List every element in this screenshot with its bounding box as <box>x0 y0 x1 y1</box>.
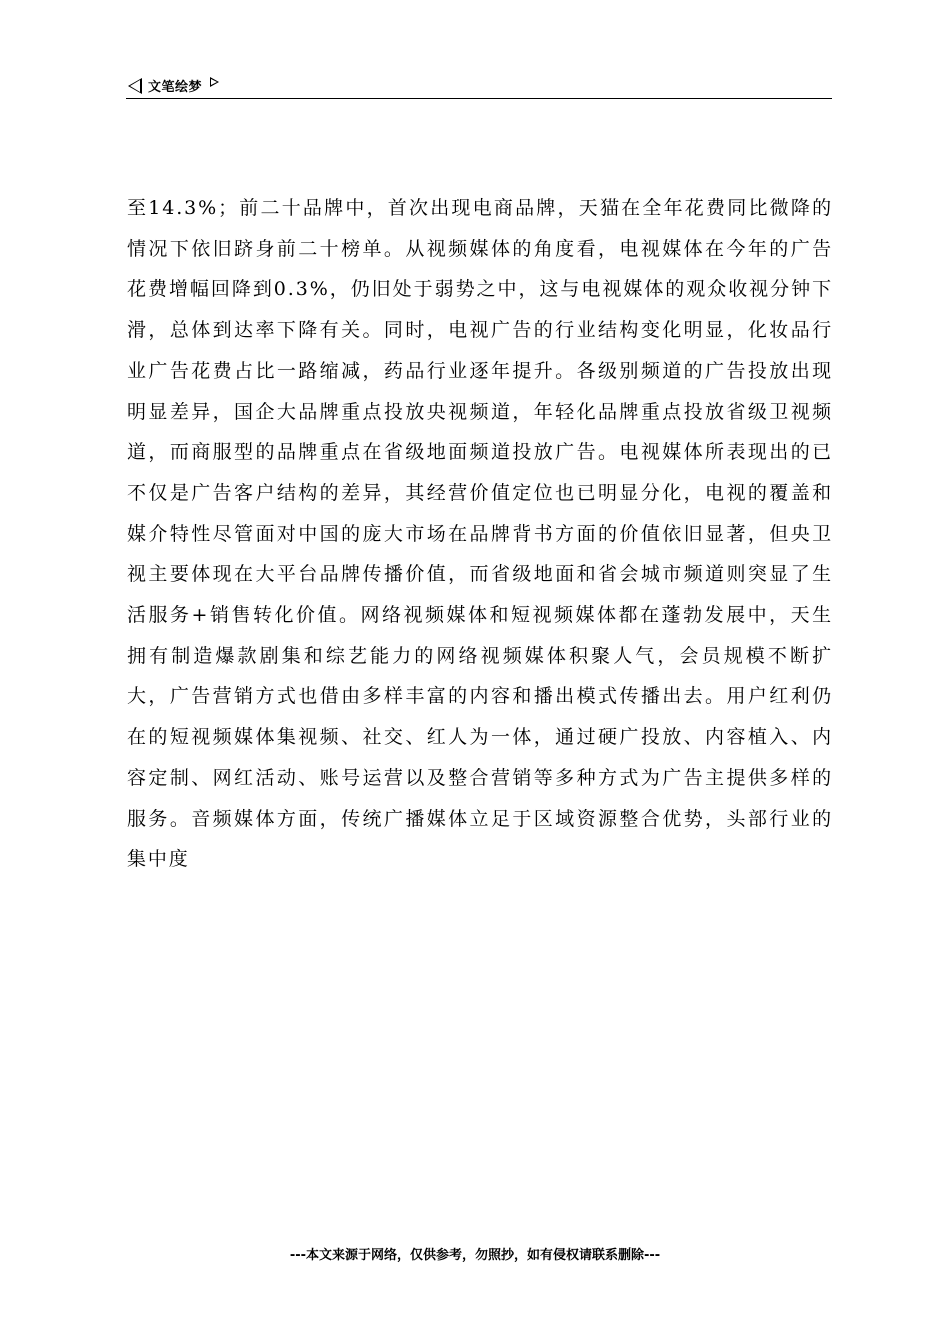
page-header <box>126 72 832 99</box>
left-triangle-icon <box>128 78 142 94</box>
brand-name: 文笔绘梦 <box>148 80 203 95</box>
footer-notice: ---本文来源于网络，仅供参考，勿照抄，如有侵权请联系删除--- <box>289 1248 661 1263</box>
body-paragraph: 至14.3%；前二十品牌中，首次出现电商品牌，天猫在全年花费同比微降的情况下依旧跻身前二十榜单。从视频媒体的角度看，电视媒体在今年的广告花费增幅回降到0.3%，仍旧处于弱势之中，这与电视媒体的观众收视分钟下滑，总体到达率下降有关。同时，电视广告的行业结构变化明显，化妆品行业广告花费占比一路缩减，药品行业逐年提升。各级别频道的广告投放出现明显差异，国企大品牌重点投放央视频道，年轻化品牌重点投放省级卫视频道，而商服型的品牌重点在省级地面频道投放广告。电视媒体所表现出的已不仅是广告客户结构的差异，其经营价值定位也已明显分化，电视的覆盖和媒介特性尽管面对中国的庞大市场在品牌背书方面的价值依旧显著，但央卫视主要体现在大平台品牌传播价值，而省级地面和省会城市频道则突显了生活服务+销售转化价值。网络视频媒体和短视频媒体都在蓬勃发展中，天生拥有制造爆款剧集和综艺能力的网络视频媒体积聚人气，会员规模不断扩大，广告营销方式也借由多样丰富的内容和播出模式传播出去。用户红利仍在的短视频媒体集视频、社交、红人为一体，通过硬广投放、内容植入、内容定制、网红活动、账号运营以及整合营销等多种方式为广告主提供多样的服务。音频媒体方面，传统广播媒体立足于区域资源整合优势，头部行业的集中度 <box>127 197 833 871</box>
brand-logo <box>128 76 219 95</box>
right-triangle-icon <box>210 77 219 87</box>
